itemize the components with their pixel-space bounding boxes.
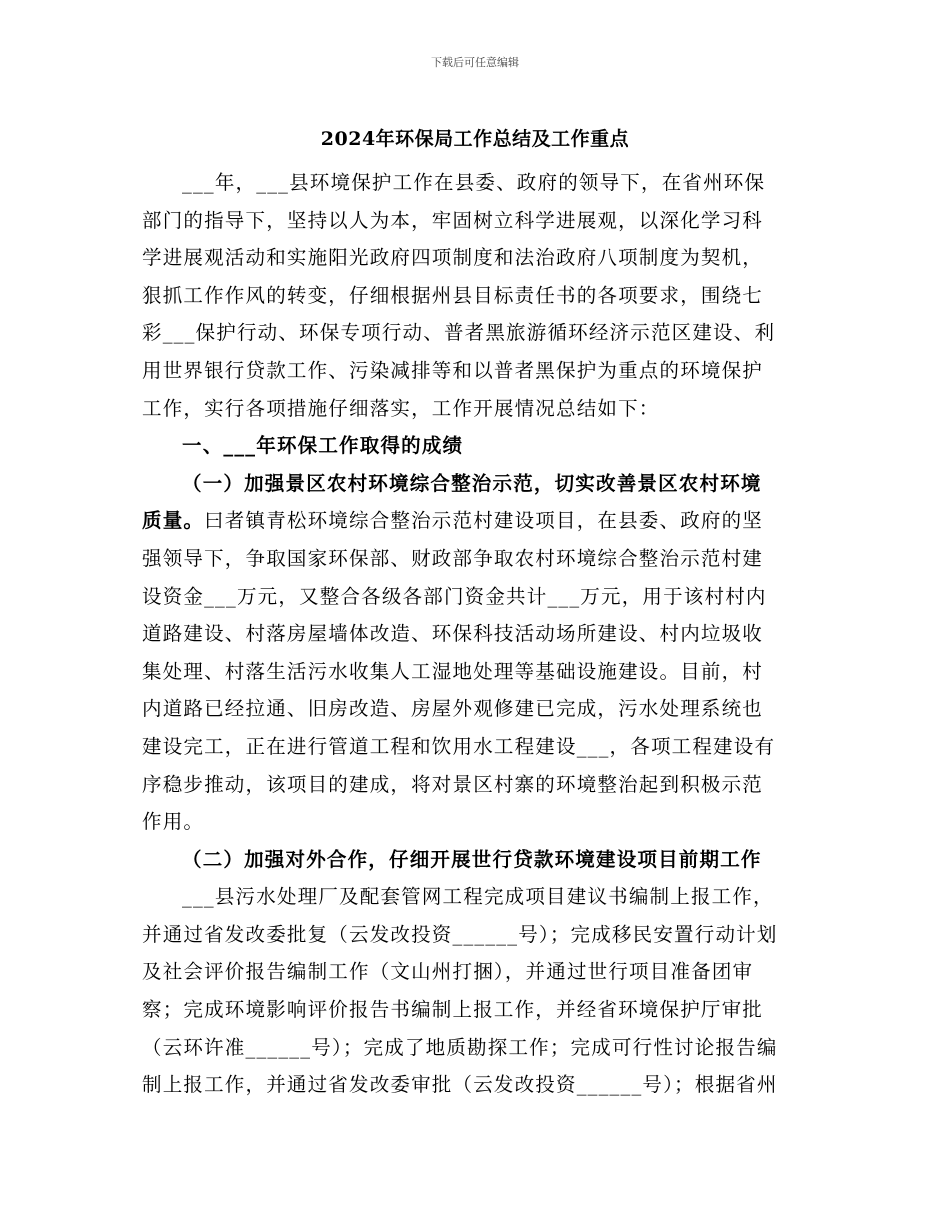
line-text: 部门的指导下，坚持以人为本，牢固树立科学进展观，以深化学习科 [142,208,764,232]
line-text: 用世界银行贷款工作、污染减排等和以普者黑保护为重点的环境保护 [142,358,764,382]
paragraph-line [142,916,810,954]
line-text: （二）加强对外合作，仔细开展世行贷款环境建设项目前期工作 [182,847,762,871]
paragraph-line [142,502,810,540]
page-header-note: 下载后可任意编辑 [431,56,519,69]
line-text: ___年，___县环境保护工作在县委、政府的领导下，在省州环保 [182,171,766,194]
line-text: 一、___年环保工作取得的成绩 [182,434,464,458]
line-text: 内道路已经拉通、旧房改造、房屋外观修建已完成，污水处理系统也 [142,697,764,721]
line-text: 察；完成环境影响评价报告书编制上报工作，并经省环境保护厅审批 [142,998,764,1022]
line-text: 学进展观活动和实施阳光政府四项制度和法治政府八项制度为契机， [142,246,764,270]
line-text: 道路建设、村落房屋墙体改造、环保科技活动场所建设、村内垃圾收 [142,622,764,646]
line-text: （云环许准______号）；完成了地质勘探工作；完成可行性讨论报告编 [142,1035,778,1059]
paragraph-line [142,314,810,352]
paragraph-line [142,164,810,202]
paragraph-line [142,653,810,691]
line-text: 建设完工，正在进行管道工程和饮用水工程建设___，各项工程建设有 [142,734,776,758]
paragraph-line [142,615,810,653]
paragraph-line [142,766,810,804]
line-text: 序稳步推动，该项目的建成，将对景区村寨的环境整治起到积极示范 [142,772,764,796]
section-heading-line [142,427,810,465]
line-text: 作用。 [142,810,205,834]
line-text: 设资金___万元，又整合各级各部门资金共计___万元，用于该村村内 [142,584,767,608]
line-text: ___县污水处理厂及配套管网工程完成项目建议书编制上报工作， [182,885,774,909]
line-text: 并通过省发改委批复（云发改投资______号）；完成移民安置行动计划 [142,922,778,946]
paragraph-line [142,728,810,766]
line-text: 曰者镇青松环境综合整治示范村建设项目，在县委、政府的坚 [204,509,764,533]
section-heading-line [142,841,810,879]
line-text: 集处理、村落生活污水收集人工湿地处理等基础设施建设。目前，村 [142,659,764,683]
document-title: 2024年环保局工作总结及工作重点 [320,128,630,150]
paragraph-line [142,352,810,390]
paragraph-line [142,1029,810,1067]
paragraph-line [142,578,810,616]
paragraph-line [142,803,810,841]
paragraph-line [142,202,810,240]
document-body [142,164,810,1104]
paragraph-line [142,878,810,916]
paragraph-line [142,390,810,428]
paragraph-line [142,991,810,1029]
line-text: 强领导下，争取国家环保部、财政部争取农村环境综合整治示范村建 [142,546,764,570]
line-text: 彩___保护行动、环保专项行动、普者黑旅游循环经济示范区建设、利 [142,321,776,345]
line-text: 狠抓工作作风的转变，仔细根据州县目标责任书的各项要求，围绕七 [142,283,764,307]
paragraph-line [142,277,810,315]
section-heading-line [142,465,810,503]
paragraph-line [142,540,810,578]
paragraph-line [142,1066,810,1104]
line-text: 及社会评价报告编制工作（文山州打捆），并通过世行项目准备团审 [142,960,754,984]
line-text: 制上报工作，并通过省发改委审批（云发改投资______号）；根据省州 [142,1073,778,1097]
paragraph-line [142,953,810,991]
line-text: 工作，实行各项措施仔细落实，工作开展情况总结如下： [142,396,660,420]
paragraph-line [142,690,810,728]
line-text: （一）加强景区农村环境综合整治示范，切实改善景区农村环境 [182,471,762,495]
heading-tail: 质量。 [142,509,205,533]
paragraph-line [142,239,810,277]
